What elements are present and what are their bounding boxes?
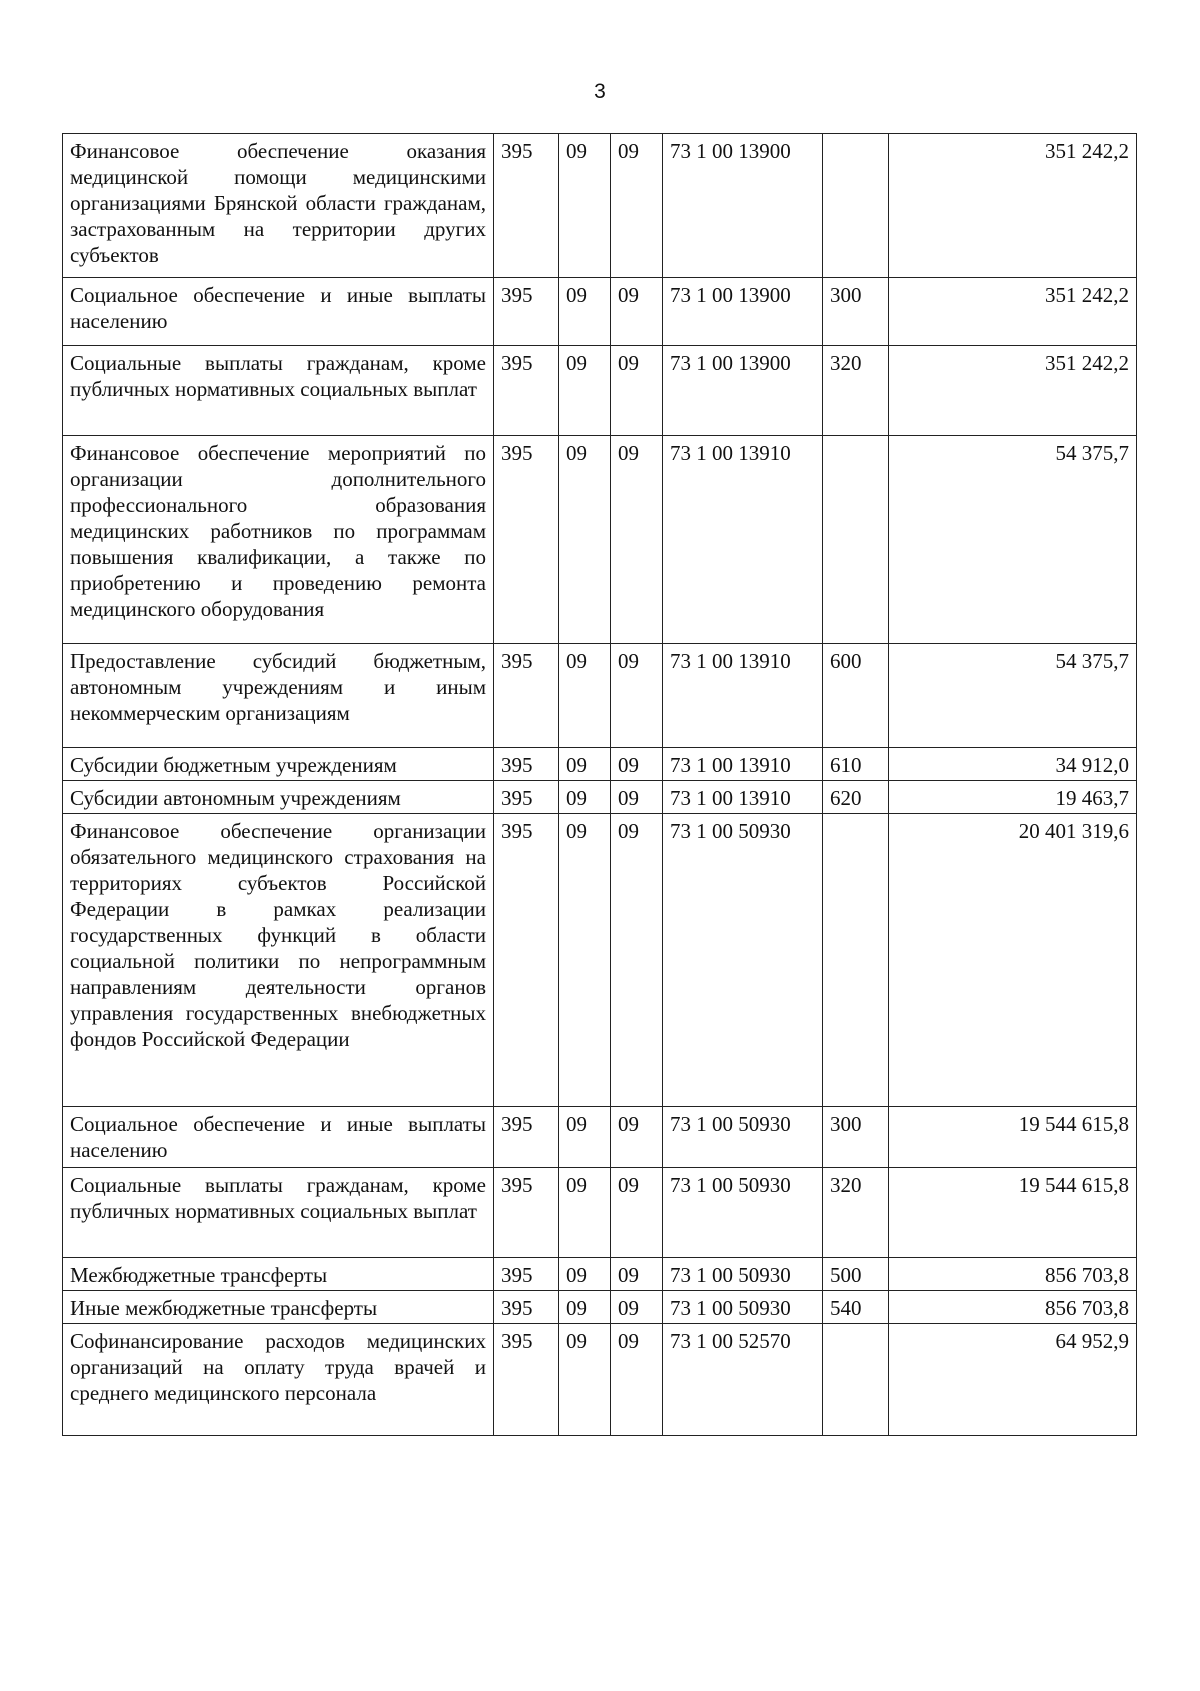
expense-type-cell: 320	[823, 1168, 889, 1258]
glava-code-cell: 395	[494, 346, 559, 436]
glava-code-cell: 395	[494, 1107, 559, 1168]
section-code-cell: 09	[559, 781, 611, 814]
target-article-cell: 73 1 00 50930	[663, 1168, 823, 1258]
glava-code-cell: 395	[494, 1258, 559, 1291]
table-row	[63, 748, 1137, 781]
target-article-cell: 73 1 00 50930	[663, 1291, 823, 1324]
row-name-cell: Финансовое обеспечение мероприятий по организации дополнительного профессионального образования медицинских работников по программам повышения квалификации, а также по приобретению и проведению ремонта медицинского оборудования	[63, 436, 494, 644]
subsection-code-cell: 09	[611, 1291, 663, 1324]
section-code-cell: 09	[559, 644, 611, 748]
table-row	[63, 278, 1137, 346]
glava-code-cell: 395	[494, 1324, 559, 1436]
row-name-cell: Иные межбюджетные трансферты	[63, 1291, 494, 1324]
expense-type-cell: 600	[823, 644, 889, 748]
amount-cell: 351 242,2	[889, 134, 1137, 278]
amount-cell: 64 952,9	[889, 1324, 1137, 1436]
subsection-code-cell: 09	[611, 436, 663, 644]
row-name-cell: Социальное обеспечение и иные выплаты населению	[63, 278, 494, 346]
target-article-cell: 73 1 00 13900	[663, 346, 823, 436]
target-article-cell: 73 1 00 52570	[663, 1324, 823, 1436]
expense-type-cell	[823, 436, 889, 644]
subsection-code-cell: 09	[611, 644, 663, 748]
table-row	[63, 814, 1137, 1107]
table-row	[63, 134, 1137, 278]
target-article-cell: 73 1 00 13910	[663, 644, 823, 748]
amount-cell: 19 544 615,8	[889, 1107, 1137, 1168]
expense-type-cell: 620	[823, 781, 889, 814]
expense-type-cell: 610	[823, 748, 889, 781]
row-name-cell: Предоставление субсидий бюджетным, автономным учреждениям и иным некоммерческим организациям	[63, 644, 494, 748]
target-article-cell: 73 1 00 50930	[663, 814, 823, 1107]
section-code-cell: 09	[559, 1107, 611, 1168]
section-code-cell: 09	[559, 436, 611, 644]
row-name-cell: Финансовое обеспечение организации обязательного медицинского страхования на территориях субъектов Российской Федерации в рамках реализации государственных функций в области социальной политики по непрограммным направлениям деятельности органов управления государственных внебюджетных фондов Российской Федерации	[63, 814, 494, 1107]
glava-code-cell: 395	[494, 781, 559, 814]
expense-type-cell: 500	[823, 1258, 889, 1291]
subsection-code-cell: 09	[611, 1107, 663, 1168]
subsection-code-cell: 09	[611, 1258, 663, 1291]
target-article-cell: 73 1 00 13900	[663, 278, 823, 346]
section-code-cell: 09	[559, 814, 611, 1107]
glava-code-cell: 395	[494, 1168, 559, 1258]
section-code-cell: 09	[559, 346, 611, 436]
amount-cell: 34 912,0	[889, 748, 1137, 781]
row-name-cell: Социальные выплаты гражданам, кроме публичных нормативных социальных выплат	[63, 1168, 494, 1258]
row-name-cell: Субсидии автономным учреждениям	[63, 781, 494, 814]
section-code-cell: 09	[559, 1291, 611, 1324]
subsection-code-cell: 09	[611, 1168, 663, 1258]
expense-type-cell	[823, 1324, 889, 1436]
amount-cell: 856 703,8	[889, 1291, 1137, 1324]
table-body	[63, 134, 1137, 1436]
glava-code-cell: 395	[494, 436, 559, 644]
table-row	[63, 1258, 1137, 1291]
expense-type-cell	[823, 814, 889, 1107]
table-row	[63, 1291, 1137, 1324]
budget-table	[62, 133, 1137, 1436]
subsection-code-cell: 09	[611, 346, 663, 436]
row-name-cell: Межбюджетные трансферты	[63, 1258, 494, 1291]
subsection-code-cell: 09	[611, 814, 663, 1107]
amount-cell: 351 242,2	[889, 278, 1137, 346]
section-code-cell: 09	[559, 1324, 611, 1436]
amount-cell: 54 375,7	[889, 436, 1137, 644]
glava-code-cell: 395	[494, 278, 559, 346]
expense-type-cell: 300	[823, 278, 889, 346]
page-number: 3	[594, 80, 606, 103]
table-row	[63, 346, 1137, 436]
glava-code-cell: 395	[494, 748, 559, 781]
expense-type-cell: 300	[823, 1107, 889, 1168]
section-code-cell: 09	[559, 748, 611, 781]
row-name-cell: Социальное обеспечение и иные выплаты населению	[63, 1107, 494, 1168]
amount-cell: 19 463,7	[889, 781, 1137, 814]
section-code-cell: 09	[559, 134, 611, 278]
row-name-cell: Субсидии бюджетным учреждениям	[63, 748, 494, 781]
subsection-code-cell: 09	[611, 134, 663, 278]
amount-cell: 19 544 615,8	[889, 1168, 1137, 1258]
table-row	[63, 1107, 1137, 1168]
glava-code-cell: 395	[494, 134, 559, 278]
row-name-cell: Социальные выплаты гражданам, кроме публичных нормативных социальных выплат	[63, 346, 494, 436]
subsection-code-cell: 09	[611, 781, 663, 814]
subsection-code-cell: 09	[611, 278, 663, 346]
subsection-code-cell: 09	[611, 748, 663, 781]
row-name-cell: Финансовое обеспечение оказания медицинской помощи медицинскими организациями Брянской области гражданам, застрахованным на территории других субъектов	[63, 134, 494, 278]
glava-code-cell: 395	[494, 814, 559, 1107]
target-article-cell: 73 1 00 50930	[663, 1258, 823, 1291]
amount-cell: 856 703,8	[889, 1258, 1137, 1291]
amount-cell: 54 375,7	[889, 644, 1137, 748]
table-row	[63, 1168, 1137, 1258]
target-article-cell: 73 1 00 13900	[663, 134, 823, 278]
table-row	[63, 436, 1137, 644]
expense-type-cell: 320	[823, 346, 889, 436]
section-code-cell: 09	[559, 1168, 611, 1258]
table-row	[63, 781, 1137, 814]
glava-code-cell: 395	[494, 644, 559, 748]
target-article-cell: 73 1 00 13910	[663, 748, 823, 781]
table-row	[63, 1324, 1137, 1436]
target-article-cell: 73 1 00 13910	[663, 436, 823, 644]
expense-type-cell	[823, 134, 889, 278]
expense-type-cell: 540	[823, 1291, 889, 1324]
glava-code-cell: 395	[494, 1291, 559, 1324]
target-article-cell: 73 1 00 13910	[663, 781, 823, 814]
subsection-code-cell: 09	[611, 1324, 663, 1436]
section-code-cell: 09	[559, 278, 611, 346]
target-article-cell: 73 1 00 50930	[663, 1107, 823, 1168]
table-row	[63, 644, 1137, 748]
amount-cell: 20 401 319,6	[889, 814, 1137, 1107]
amount-cell: 351 242,2	[889, 346, 1137, 436]
section-code-cell: 09	[559, 1258, 611, 1291]
row-name-cell: Софинансирование расходов медицинских организаций на оплату труда врачей и среднего медицинского персонала	[63, 1324, 494, 1436]
